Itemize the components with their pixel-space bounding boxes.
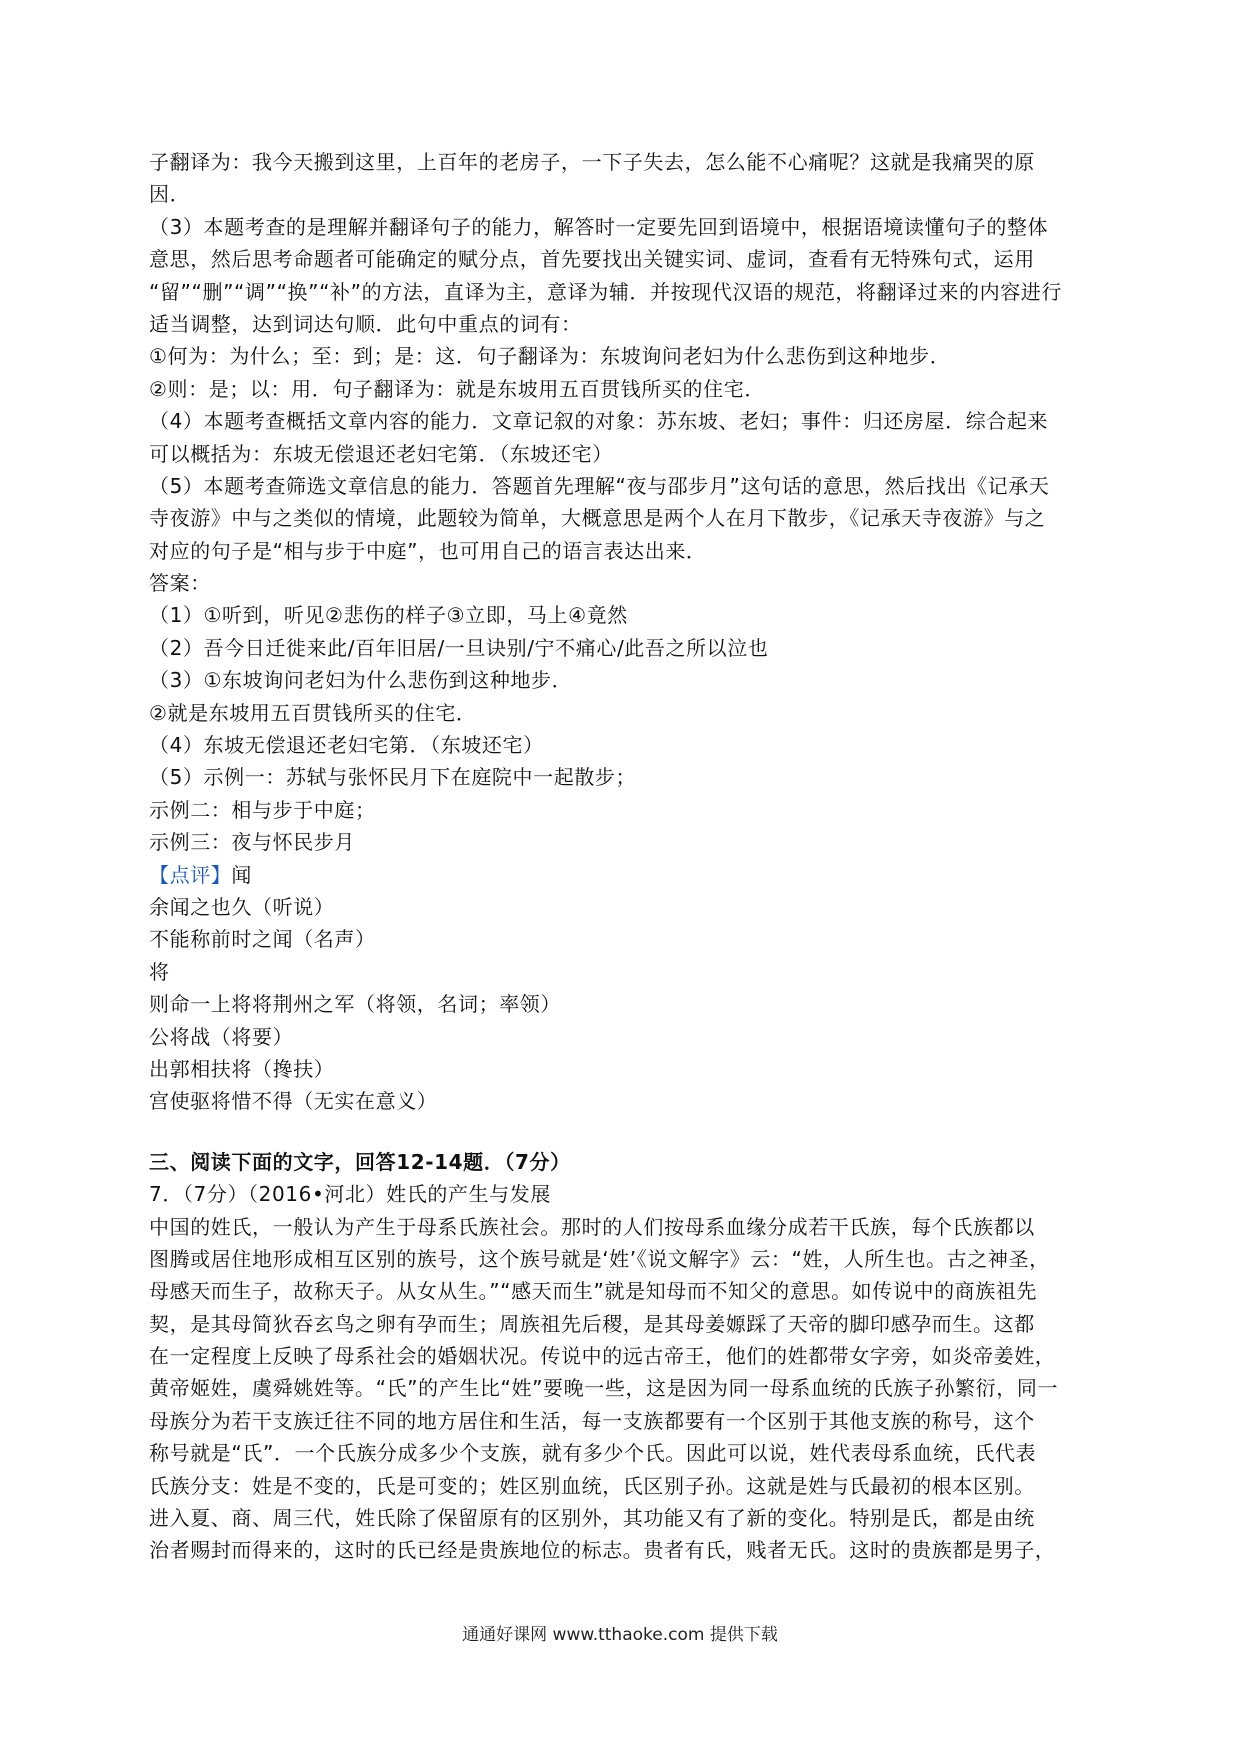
passage-line: 母族分为若干支族迁往不同的地方居住和生活，每一支族都要有一个区别于其他支族的称号，这个 <box>149 1408 1035 1433</box>
passage-line: 称号就是“氏”．一个氏族分成多少个支族，就有多少个氏。因此可以说，姓代表母系血统，氏代表 <box>149 1441 1037 1466</box>
comment-block <box>149 891 1101 1118</box>
text-line: （2）吾今日迁徙来此/百年旧居/一旦诀别/宁不痛心/此吾之所以泣也 <box>149 635 769 660</box>
text-line: （4）本题考查概括文章内容的能力．文章记叙的对象：苏东坡、老妇；事件：归还房屋．综合起来 <box>149 409 1049 434</box>
passage-line: 契，是其母简狄吞玄鸟之卵有孕而生；周族祖先后稷，是其母姜嫄踩了天帝的脚印感孕而生。这都 <box>149 1311 1035 1336</box>
document-body <box>149 146 1101 1567</box>
text-line: （4）东坡无偿退还老妇宅第．（东坡还宅） <box>149 733 544 758</box>
reading-passage <box>149 1211 1101 1567</box>
passage-line: 图腾或居住地形成相互区别的族号，这个族号就是‘姓’《说文解字》云：“姓，人所生也。古之神圣， <box>149 1246 1050 1271</box>
text-line: （1）①听到，听见②悲伤的样子③立即，马上④竟然 <box>149 603 628 628</box>
text-line: 因． <box>149 182 191 207</box>
text-line: 示例三：夜与怀民步月 <box>149 830 355 855</box>
comment-first-word: 闻 <box>231 862 253 887</box>
passage-line: 母感天而生子，故称天子。从女从生。”“感天而生”就是知母而不知父的意思。如传说中的商族祖先 <box>149 1279 1038 1304</box>
comment-line: 余闻之也久（听说） <box>149 894 335 919</box>
answer-explanation-block <box>149 146 1101 859</box>
text-line: （5）示例一：苏轼与张怀民月下在庭院中一起散步； <box>149 765 637 790</box>
text-line: 可以概括为：东坡无偿退还老妇宅第．（东坡还宅） <box>149 441 613 466</box>
passage-line: 中国的姓氏，一般认为产生于母系氏族社会。那时的人们按母系血缘分成若干氏族，每个氏族都以 <box>149 1214 1035 1239</box>
text-line: （5）本题考查筛选文章信息的能力．答题首先理解“夜与邵步月”这句话的意思，然后找出《记承天 <box>149 473 1050 498</box>
comment-line: 则命一上将将荆州之军（将领，名词；率领） <box>149 992 561 1017</box>
text-line: ②就是东坡用五百贯钱所买的住宅． <box>149 700 477 725</box>
comment-heading-line <box>149 859 1101 891</box>
text-line: （3）①东坡询问老妇为什么悲伤到这种地步． <box>149 668 573 693</box>
passage-line: 氏族分支：姓是不变的，氏是可变的；姓区别血统，氏区别子孙。这就是姓与氏最初的根本区别。 <box>149 1473 1035 1498</box>
passage-line: 黄帝姬姓，虞舜姚姓等。“氏”的产生比“姓”要晚一些，这是因为同一母系血统的氏族子孙繁衍，同一 <box>149 1376 1059 1401</box>
text-line: 答案： <box>149 571 211 596</box>
comment-label: 【点评】 <box>149 862 232 887</box>
text-line: 对应的句子是“相与步于中庭”，也可用自己的语言表达出来． <box>149 538 707 563</box>
text-line: 适当调整，达到词达句顺．此句中重点的词有： <box>149 311 582 336</box>
passage-line: 在一定程度上反映了母系社会的婚姻状况。传说中的远古帝王，他们的姓都带女字旁，如炎帝姜姓， <box>149 1344 1056 1369</box>
page-footer: 通通好课网 www.tthaoke.com 提供下载 <box>462 1625 778 1645</box>
text-line: （3）本题考查的是理解并翻译句子的能力，解答时一定要先回到语境中，根据语境读懂句子的整体 <box>149 214 1049 239</box>
section-3-heading: 三、阅读下面的文字，回答12-14题．（7分） <box>149 1149 571 1174</box>
question-7-title: 7．（7分）（2016•河北）姓氏的产生与发展 <box>149 1182 551 1207</box>
text-line: 子翻译为：我今天搬到这里，上百年的老房子，一下子失去，怎么能不心痛呢？这就是我痛哭的原 <box>149 150 1035 174</box>
passage-line: 进入夏、商、周三代，姓氏除了保留原有的区别外，其功能又有了新的变化。特别是氏，都是由统 <box>149 1506 1035 1531</box>
comment-line: 公将战（将要） <box>149 1024 294 1049</box>
text-line: “留”“删”“调”“换”“补”的方法，直译为主，意译为辅．并按现代汉语的规范，将翻译过来的内容进行 <box>149 279 1063 304</box>
comment-line: 将 <box>149 959 170 984</box>
text-line: ②则：是；以：用．句子翻译为：就是东坡用五百贯钱所买的住宅． <box>149 376 765 401</box>
comment-line: 出郭相扶将（搀扶） <box>149 1056 335 1081</box>
text-line: 寺夜游》中与之类似的情境，此题较为简单，大概意思是两个人在月下散步，《记承天寺夜游》与之 <box>149 506 1046 531</box>
passage-line: 治者赐封而得来的，这时的氏已经是贵族地位的标志。贵者有氏，贱者无氏。这时的贵族都是男子， <box>149 1538 1056 1563</box>
text-line: 示例二：相与步于中庭； <box>149 797 376 822</box>
text-line: ①何为：为什么；至：到；是：这．句子翻译为：东坡询问老妇为什么悲伤到这种地步． <box>149 344 951 369</box>
text-line: 意思，然后思考命题者可能确定的赋分点，首先要找出关键实词、虚词，查看有无特殊句式，运用 <box>149 247 1035 272</box>
comment-line: 宫使驱将惜不得（无实在意义） <box>149 1089 438 1114</box>
comment-line: 不能称前时之闻（名声） <box>149 927 376 952</box>
